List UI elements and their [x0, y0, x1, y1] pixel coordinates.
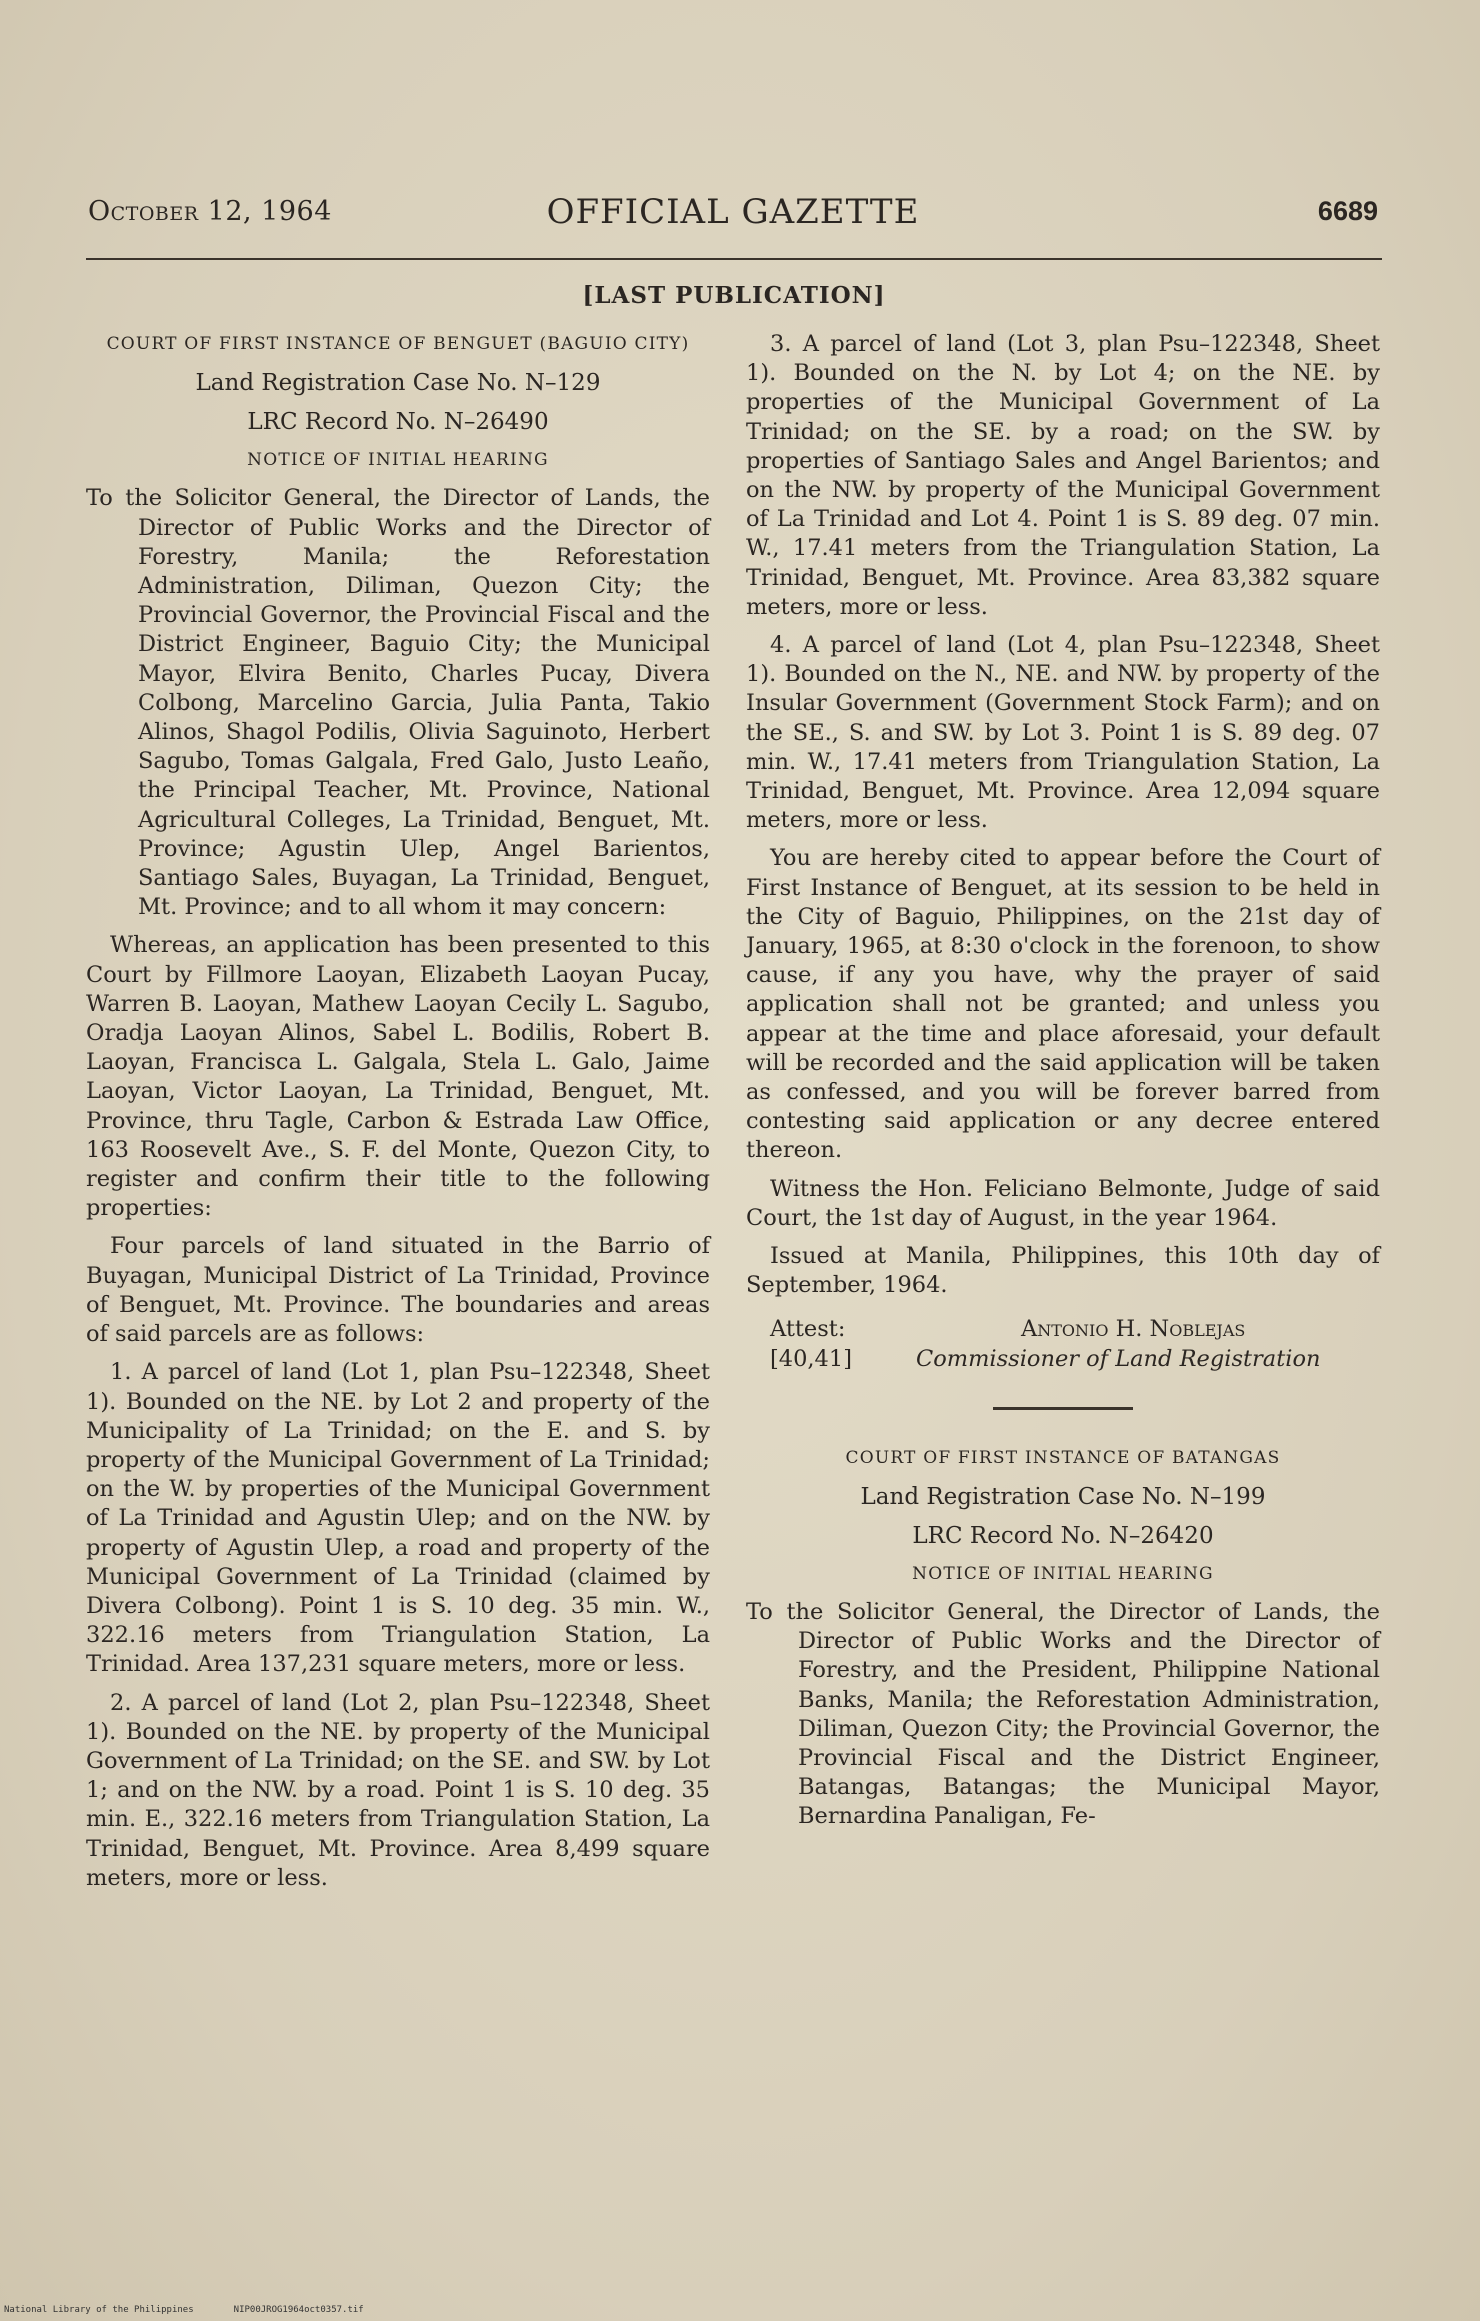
- publication-title: OFFICIAL GAZETTE: [546, 192, 920, 232]
- right-column: [746, 330, 1380, 1841]
- signatory-title: Commissioner of Land Registration: [916, 1345, 1321, 1372]
- page-header: [88, 192, 1378, 246]
- parcel-3-paragraph: 3. A parcel of land (Lot 3, plan Psu–122348, Sheet 1). Bounded on the N. by Lot 4; on the NE. by properties of the Municipal Government of La Trinidad; on the SE. by a road; on the SW. by properties of Santiago Sales and Angel Barientos; and on the NW. by property of the Municipal Government of La Trinidad and Lot 4. Point 1 is S. 89 deg. 07 min. W., 17.41 meters from the Triangulation Station, La Trinidad, Benguet, Mt. Province. Area 83,382 square meters, more or less.: [746, 331, 1380, 620]
- whereas-paragraph: Whereas, an application has been presented to this Court by Fillmore Laoyan, Elizabeth Laoyan Pucay, Warren B. Laoyan, Mathew Laoyan Cecily L. Sagubo, Oradja Laoyan Alinos, Sabel L. Bodilis, Robert B. Laoyan, Francisca L. Galgala, Stela L. Galo, Jaime Laoyan, Victor Laoyan, La Trinidad, Benguet, Mt. Province, thru Tagle, Carbon & Estrada Law Office, 163 Roosevelt Ave., S. F. del Monte, Quezon City, to register and confirm their title to the following properties:: [86, 932, 710, 1222]
- reference-numbers: [40,41]: [770, 1345, 852, 1372]
- page-number: 6689: [1317, 196, 1378, 226]
- signatory-name: Antonio H. Noblejas: [1021, 1315, 1246, 1342]
- attest-label: Attest:: [770, 1315, 846, 1342]
- left-column: [86, 330, 710, 1902]
- parcels-intro-paragraph: Four parcels of land situated in the Barrio of Buyagan, Municipal District of La Trinidad, Province of Benguet, Mt. Province. The boundaries and areas of said parcels are as follows:: [86, 1233, 710, 1348]
- attestation-block: [746, 1315, 1380, 1377]
- addressees-paragraph: To the Solicitor General, the Director of Lands, the Director of Public Works and the Director of Forestry, Manila; the Reforestation Administration, Diliman, Quezon City; the Provincial Governor, the Provincial Fiscal and the District Engineer, Baguio City; the Municipal Mayor, Elvira Benito, Charles Pucay, Divera Colbong, Marcelino Garcia, Julia Panta, Takio Alinos, Shagol Podilis, Olivia Saguinoto, Herbert Sagubo, Tomas Galgala, Fred Galo, Justo Leaño, the Principal Teacher, Mt. Province, National Agricultural Colleges, La Trinidad, Benguet, Mt. Province; Agustin Ulep, Angel Barientos, Santiago Sales, Buyagan, La Trinidad, Benguet, Mt. Province; and to all whom it may concern:: [86, 485, 710, 921]
- parcel-2-paragraph: 2. A parcel of land (Lot 2, plan Psu–122348, Sheet 1). Bounded on the NE. by property of the Municipal Government of La Trinidad; on the SE. and SW. by Lot 1; and on the NW. by a road. Point 1 is S. 10 deg. 35 min. E., 322.16 meters from Triangulation Station, La Trinidad, Benguet, Mt. Province. Area 8,499 square meters, more or less.: [86, 1689, 710, 1891]
- last-publication-label: [LAST PUBLICATION]: [582, 282, 886, 309]
- record-number-2: LRC Record No. N–26420: [912, 1522, 1214, 1549]
- case-number: Land Registration Case No. N–129: [195, 370, 601, 397]
- scan-footer: [4, 2305, 404, 2315]
- court-heading: COURT OF FIRST INSTANCE OF BENGUET (BAGUIO CITY): [106, 334, 690, 354]
- header-rule: [86, 258, 1382, 260]
- witness-paragraph: Witness the Hon. Feliciano Belmonte, Judge of said Court, the 1st day of August, in the year 1964.: [746, 1175, 1380, 1231]
- issued-paragraph: Issued at Manila, Philippines, this 10th day of September, 1964.: [746, 1243, 1380, 1299]
- notice-heading: NOTICE OF INITIAL HEARING: [247, 450, 549, 471]
- citation-paragraph: You are hereby cited to appear before the Court of First Instance of Benguet, at its session to be held in the City of Baguio, Philippines, on the 21st day of January, 1965, at 8:30 o'clock in the forenoon, to show cause, if any you have, why the prayer of said application shall not be granted; and unless you appear at the time and place aforesaid, your default will be recorded and the said application will be taken as confessed, and you will be forever barred from contesting said application or any decree entered thereon.: [746, 845, 1380, 1164]
- library-name: National Library of the Philippines: [4, 2305, 194, 2315]
- parcel-4-paragraph: 4. A parcel of land (Lot 4, plan Psu–122348, Sheet 1). Bounded on the N., NE. and NW. by property of the Insular Government (Government Stock Farm); and on the SE., S. and SW. by Lot 3. Point 1 is S. 89 deg. 07 min. W., 17.41 meters from Triangulation Station, La Trinidad, Benguet, Mt. Province. Area 12,094 square meters, more or less.: [746, 632, 1380, 834]
- record-number: LRC Record No. N–26490: [247, 409, 549, 436]
- addressees-paragraph-2: To the Solicitor General, the Director of Lands, the Director of Public Works and the Director of Forestry, and the President, Philippine National Banks, Manila; the Reforestation Administration, Diliman, Quezon City; the Provincial Governor, the Provincial Fiscal and the District Engineer, Batangas, Batangas; the Municipal Mayor, Bernardina Panaligan, Fe-: [746, 1598, 1380, 1830]
- section-divider: [993, 1407, 1133, 1410]
- parcel-1-paragraph: 1. A parcel of land (Lot 1, plan Psu–122348, Sheet 1). Bounded on the NE. by Lot 2 and property of the Municipality of La Trinidad; on the E. and S. by property of the Municipal Government of La Trinidad; on the W. by properties of the Municipal Government of La Trinidad and Agustin Ulep; and on the NW. by property of Agustin Ulep, a road and property of the Municipal Government of La Trinidad (claimed by Divera Colbong). Point 1 is S. 10 deg. 35 min. W., 322.16 meters from Triangulation Station, La Trinidad. Area 137,231 square meters, more or less.: [86, 1359, 710, 1678]
- court-heading-2: COURT OF FIRST INSTANCE OF BATANGAS: [845, 1447, 1281, 1468]
- issue-date: October 12, 1964: [88, 196, 332, 227]
- notice-heading-2: NOTICE OF INITIAL HEARING: [912, 1563, 1214, 1584]
- scan-filename: NIP00JROG1964oct0357.tif: [233, 2305, 364, 2315]
- case-number-2: Land Registration Case No. N–199: [860, 1483, 1266, 1510]
